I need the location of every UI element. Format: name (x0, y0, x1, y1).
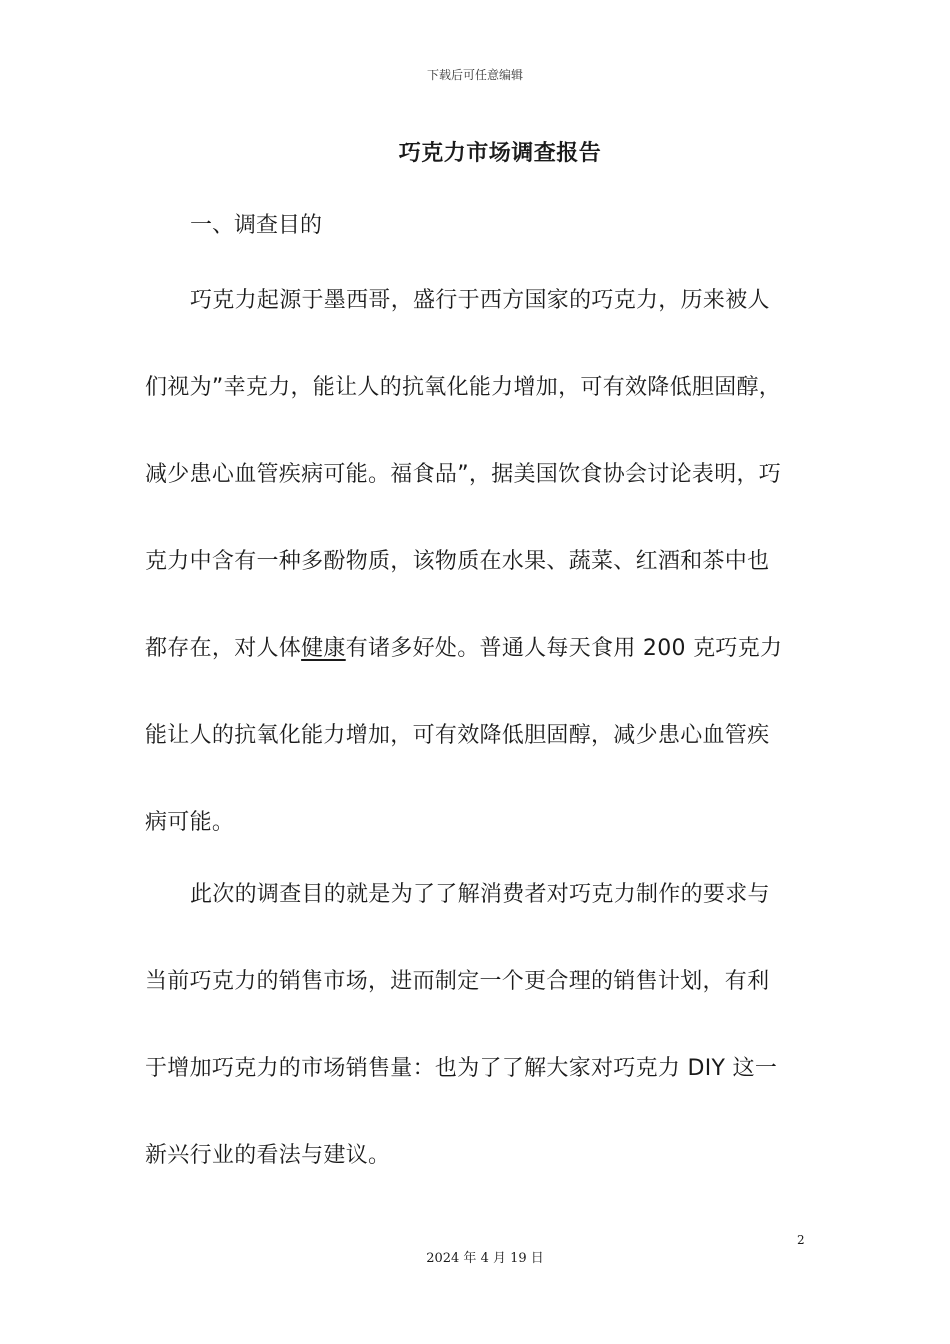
page-number: 2 (797, 1233, 805, 1247)
paragraph-line: 能让人的抗氧化能力增加，可有效降低胆固醇，减少患心血管疾 (145, 723, 770, 748)
paragraph-line: 克力中含有一种多酚物质，该物质在水果、蔬菜、红酒和茶中也 (145, 549, 770, 574)
paragraph-line: 新兴行业的看法与建议。 (145, 1143, 391, 1168)
paragraph-line (145, 631, 782, 662)
paragraph-line: 减少患心血管疾病可能。福食品”，据美国饮食协会讨论表明，巧 (145, 462, 782, 487)
paragraph-line: 此次的调查目的就是为了了解消费者对巧克力制作的要求与 (190, 882, 770, 907)
paragraph-line: 病可能。 (145, 810, 235, 835)
paragraph-line: 于增加巧克力的市场销售量：也为了了解大家对巧克力 DIY 这一 (145, 1056, 778, 1081)
paragraph-line: 巧克力起源于墨西哥，盛行于西方国家的巧克力，历来被人 (190, 288, 770, 313)
paragraph-line: 们视为”幸克力，能让人的抗氧化能力增加，可有效降低胆固醇， (145, 375, 782, 400)
document-title: 巧克力市场调查报告 (398, 141, 602, 166)
text-segment: 有诸多好处。普通人每天食用 200 克巧克力 (345, 636, 783, 661)
paragraph-line: 当前巧克力的销售市场，进而制定一个更合理的销售计划，有利 (145, 969, 770, 994)
header-note: 下载后可任意编辑 (426, 68, 523, 82)
footer-date: 2024 年 4 月 19 日 (426, 1251, 544, 1266)
text-segment: 都存在，对人体 (145, 636, 302, 661)
section-heading: 一、调查目的 (190, 213, 323, 238)
health-link[interactable]: 健康 (301, 636, 346, 661)
